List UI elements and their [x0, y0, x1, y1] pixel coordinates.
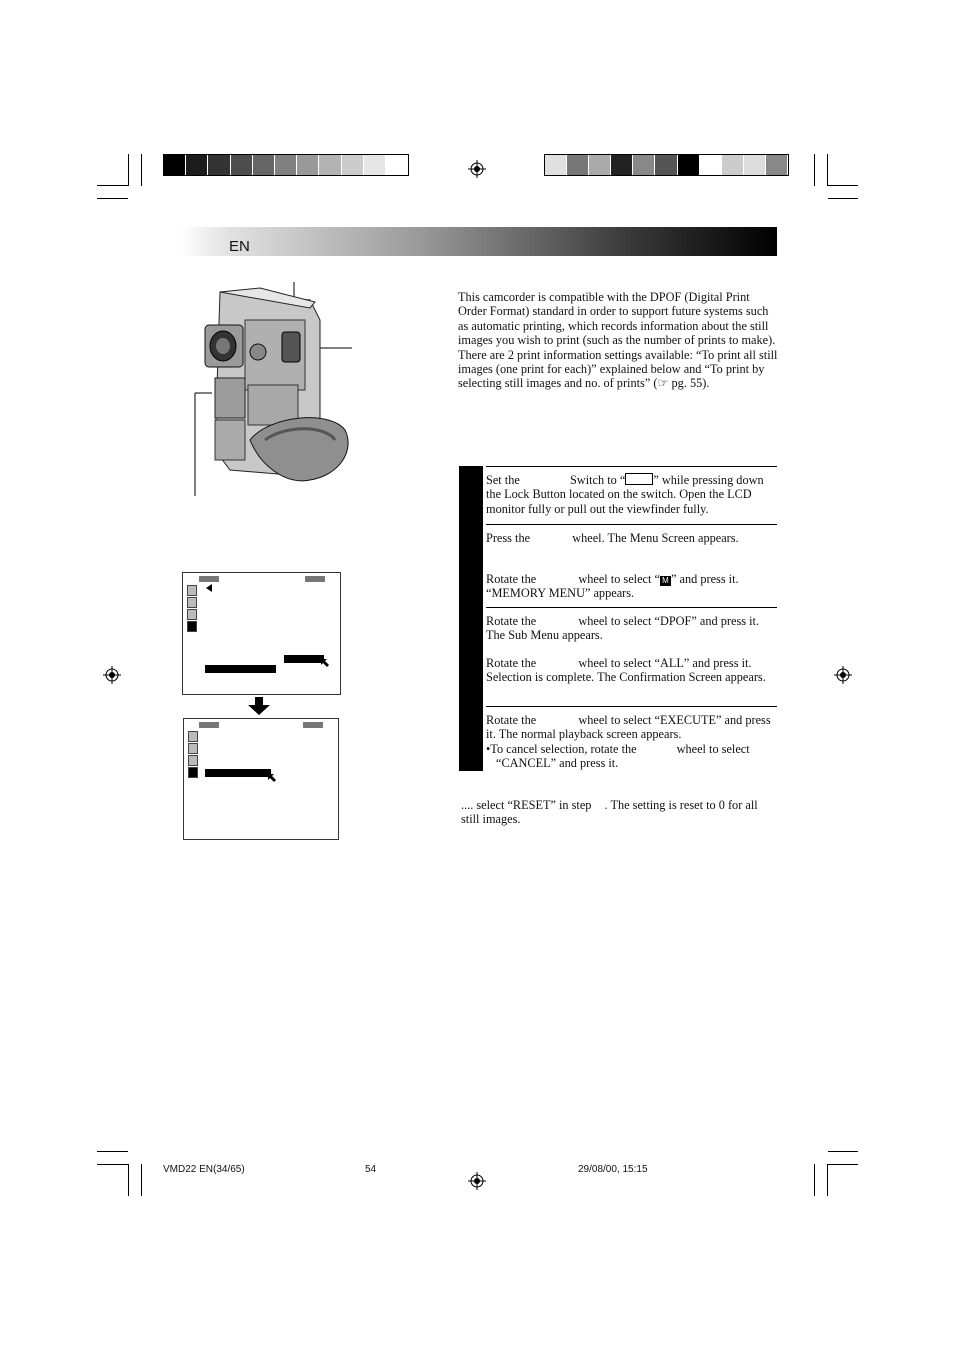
- registration-mark-icon: [468, 160, 486, 178]
- reset-note: [461, 798, 779, 827]
- crop-mark: [128, 1164, 129, 1196]
- color-calibration-strip-left: [163, 154, 409, 176]
- step-6: [486, 706, 777, 772]
- step-text: Switch to “: [569, 473, 626, 487]
- step-bullet: •To cancel selection, rotate the wheel to select “CANCEL” and press it.: [486, 741, 750, 771]
- switch-mode-box: [625, 473, 653, 485]
- lcd-screen-dpof-submenu: [183, 718, 339, 840]
- step-2: [486, 524, 777, 566]
- cursor-arrow-icon: [320, 658, 330, 668]
- section-header-bar: [180, 227, 777, 256]
- step-5: [486, 650, 777, 706]
- selection-pointer-icon: [205, 584, 213, 592]
- color-calibration-strip-right: [544, 154, 789, 176]
- registration-mark-icon: [103, 666, 121, 684]
- crop-mark: [828, 185, 858, 186]
- intro-paragraph: This camcorder is compatible with the DPOF (Digital Print Order Format) standard in order to support future systems such as automatic printing, which records information about the still images you wish to print (such as the number of prints to make). There are 2 print information settings available: “To print all still images (one print for each)” explained below and “To print by selecting still images and no. of prints” (☞ pg. 55).: [458, 290, 778, 391]
- step-3: [486, 566, 777, 608]
- step-text: ” and press it. “MEMORY MENU” appears.: [486, 572, 739, 601]
- lcd-menu-icons: [188, 731, 197, 779]
- registration-mark-icon: [468, 1172, 486, 1190]
- crop-mark: [97, 1164, 128, 1165]
- footer-page-number: 54: [365, 1164, 377, 1175]
- note-dots: ....: [461, 798, 474, 812]
- crop-mark: [97, 198, 128, 199]
- step-text: Set the: [486, 473, 520, 487]
- step-text: wheel to select “EXECUTE” and press it. The normal playback screen appears.: [486, 713, 771, 742]
- crop-mark: [97, 1151, 128, 1152]
- step-4: [486, 607, 777, 650]
- crop-mark: [828, 198, 858, 199]
- step-text: ” while pressing down the Lock Button located on the switch. Open the LCD monitor fully or pull out the viewfinder fully.: [486, 473, 764, 516]
- step-text: Press the: [486, 531, 531, 545]
- step-text: Rotate the: [486, 713, 537, 727]
- step-text: Rotate the: [486, 656, 537, 670]
- cursor-arrow-icon: [267, 773, 277, 783]
- lcd-tab: [199, 722, 219, 728]
- crop-mark: [828, 1151, 858, 1152]
- lcd-tab: [305, 576, 325, 582]
- note-text: select “RESET” in step: [476, 798, 592, 812]
- lcd-screen-memory-menu: [182, 572, 341, 695]
- highlight-bar: [284, 655, 324, 663]
- crop-mark: [827, 1164, 828, 1196]
- crop-mark: [141, 1164, 142, 1196]
- note-text: . The setting is reset to 0 for all still images.: [461, 798, 758, 827]
- step-number-column: [459, 466, 483, 771]
- step-text: Rotate the: [486, 572, 537, 586]
- step-text: wheel to select “DPOF” and press it. The Sub Menu appears.: [486, 614, 760, 643]
- crop-mark: [828, 1164, 858, 1165]
- crop-mark: [827, 154, 828, 186]
- registration-mark-icon: [834, 666, 852, 684]
- highlight-bar: [205, 769, 271, 777]
- crop-mark: [814, 1164, 815, 1196]
- footer-file-id: VMD22 EN(34/65): [163, 1164, 245, 1175]
- lcd-tab: [199, 576, 219, 582]
- step-1: [486, 466, 777, 524]
- lcd-menu-icons: [187, 585, 196, 633]
- step-text: wheel to select “ALL” and press it. Selection is complete. The Confirmation Screen appears.: [486, 656, 766, 685]
- camcorder-illustration: [190, 280, 355, 500]
- down-arrow-icon: [248, 697, 270, 715]
- crop-mark: [814, 154, 815, 186]
- crop-mark: [97, 185, 128, 186]
- footer-datetime: 29/08/00, 15:15: [578, 1164, 648, 1175]
- crop-mark: [141, 154, 142, 186]
- highlight-bar: [205, 665, 276, 673]
- step-text: Rotate the: [486, 614, 537, 628]
- memory-menu-icon: M: [660, 576, 671, 586]
- lcd-tab: [303, 722, 323, 728]
- step-text: wheel to select “: [578, 572, 660, 586]
- step-text: wheel. The Menu Screen appears.: [572, 531, 739, 545]
- crop-mark: [128, 154, 129, 186]
- language-label: EN: [229, 238, 250, 255]
